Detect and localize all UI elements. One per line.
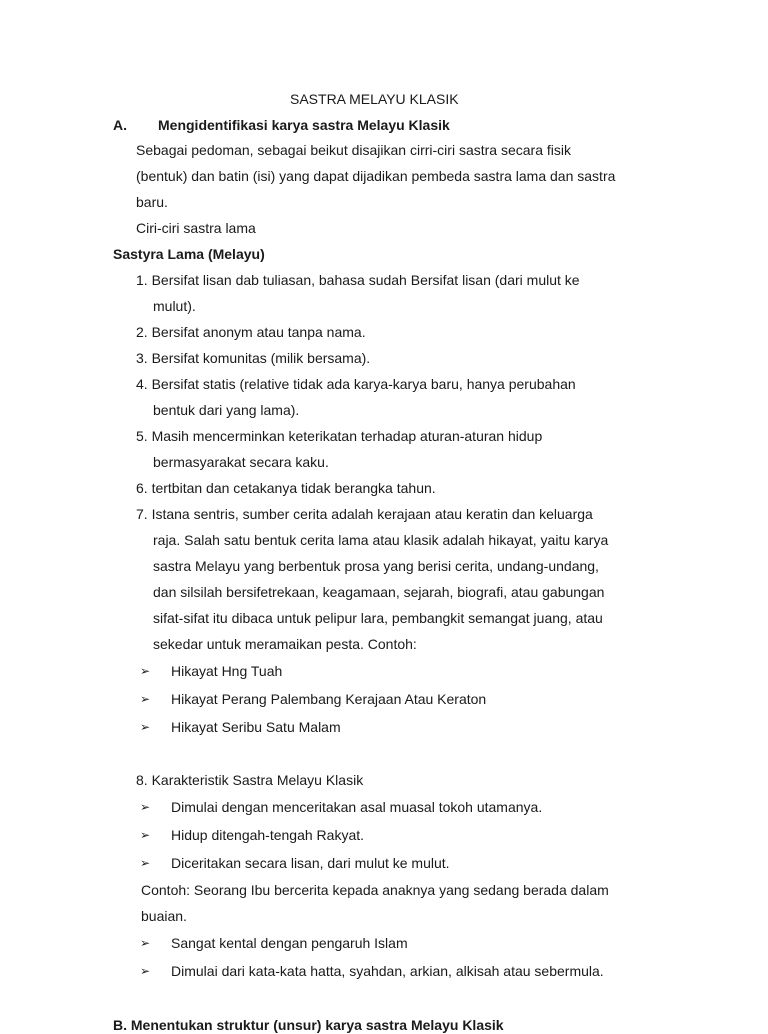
hikayat-item: Hikayat Perang Palembang Kerajaan Atau Keraton [171, 691, 487, 707]
karakteristik-item: Hidup ditengah-tengah Rakyat. [171, 827, 365, 843]
list-item-1: 1. Bersifat lisan dab tuliasan, bahasa sudah Bersifat lisan (dari mulut ke [136, 272, 580, 288]
section-b-heading: B. Menentukan struktur (unsur) karya sastra Melayu Klasik [113, 1017, 504, 1033]
arrow-bullet-icon: ➢ [140, 720, 151, 734]
karakteristik-item: Diceritakan secara lisan, dari mulut ke mulut. [171, 855, 450, 871]
arrow-bullet-icon: ➢ [140, 692, 151, 706]
intro-line-3: baru. [136, 194, 168, 210]
list-item-2: 2. Bersifat anonym atau tanpa nama. [136, 324, 366, 340]
arrow-bullet-icon: ➢ [140, 664, 151, 678]
karakteristik-item: Dimulai dari kata-kata hatta, syahdan, arkian, alkisah atau sebermula. [171, 963, 604, 979]
hikayat-item: Hikayat Hng Tuah [171, 663, 283, 679]
list-item-7-cont-5: sekedar untuk meramaikan pesta. Contoh: [153, 636, 417, 652]
list-item-7: 7. Istana sentris, sumber cerita adalah kerajaan atau keratin dan keluarga [136, 506, 593, 522]
contoh-line-1: Contoh: Seorang Ibu bercerita kepada anaknya yang sedang berada dalam [141, 882, 609, 898]
list-item-7-cont-3: dan silsilah bersifetrekaan, keagamaan, sejarah, biografi, atau gabungan [153, 584, 605, 600]
section-a-label: A. [113, 117, 127, 133]
arrow-bullet-icon: ➢ [140, 856, 151, 870]
list-item-7-cont-2: sastra Melayu yang berbentuk prosa yang berisi cerita, undang-undang, [153, 558, 599, 574]
intro-line-1: Sebagai pedoman, sebagai beikut disajikan cirri-ciri sastra secara fisik [136, 142, 571, 158]
document-title: SASTRA MELAYU KLASIK [290, 91, 459, 107]
list-item-7-cont-4: sifat-sifat itu dibaca untuk pelipur lara, pembangkit semangat juang, atau [153, 610, 603, 626]
karakteristik-item: Dimulai dengan menceritakan asal muasal tokoh utamanya. [171, 799, 543, 815]
list-item-7-cont-1: raja. Salah satu bentuk cerita lama atau klasik adalah hikayat, yaitu karya [153, 532, 609, 548]
section-a-heading: Mengidentifikasi karya sastra Melayu Klasik [158, 117, 450, 133]
list-item-3: 3. Bersifat komunitas (milik bersama). [136, 350, 371, 366]
list-item-4: 4. Bersifat statis (relative tidak ada karya-karya baru, hanya perubahan [136, 376, 576, 392]
intro-line-4: Ciri-ciri sastra lama [136, 220, 256, 236]
list-item-8: 8. Karakteristik Sastra Melayu Klasik [136, 772, 364, 788]
arrow-bullet-icon: ➢ [140, 828, 151, 842]
hikayat-item: Hikayat Seribu Satu Malam [171, 719, 341, 735]
arrow-bullet-icon: ➢ [140, 936, 151, 950]
intro-line-2: (bentuk) dan batin (isi) yang dapat dijadikan pembeda sastra lama dan sastra [136, 168, 616, 184]
subheading-sastra-lama: Sastyra Lama (Melayu) [113, 246, 265, 262]
list-item-4-cont: bentuk dari yang lama). [153, 402, 300, 418]
list-item-5: 5. Masih mencerminkan keterikatan terhadap aturan-aturan hidup [136, 428, 543, 444]
contoh-line-2: buaian. [141, 908, 187, 924]
list-item-6: 6. tertbitan dan cetakanya tidak berangka tahun. [136, 480, 436, 496]
list-item-5-cont: bermasyarakat secara kaku. [153, 454, 329, 470]
list-item-1-cont: mulut). [153, 298, 196, 314]
karakteristik-item: Sangat kental dengan pengaruh Islam [171, 935, 408, 951]
arrow-bullet-icon: ➢ [140, 800, 151, 814]
arrow-bullet-icon: ➢ [140, 964, 151, 978]
